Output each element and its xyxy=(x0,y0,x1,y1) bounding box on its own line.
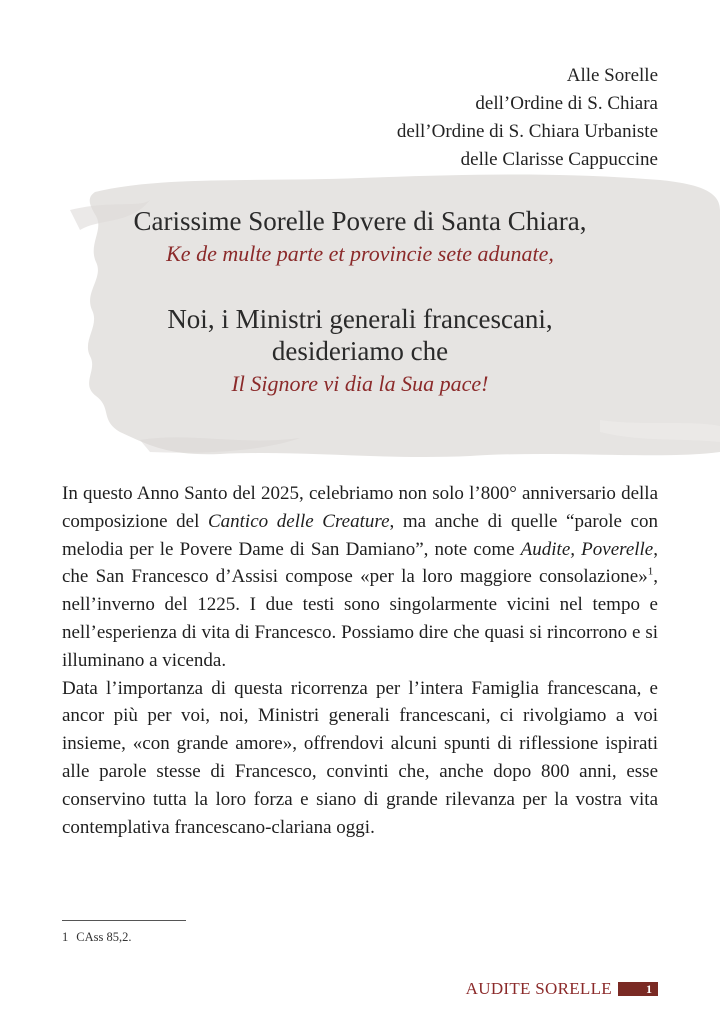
addressee-line: dell’Ordine di S. Chiara Urbaniste xyxy=(396,121,658,142)
paragraph xyxy=(62,480,658,675)
addressee-line: delle Clarisse Cappuccine xyxy=(460,149,658,170)
salutation-quote: Ke de multe parte et provincie sete adunate, xyxy=(166,241,554,266)
text-run: In questo Anno Santo del 2025, celebriamo non solo l’800° anniversario della composizione del xyxy=(62,483,658,532)
footnote-divider xyxy=(62,920,186,921)
body-text xyxy=(62,480,658,841)
salutation: Carissime Sorelle Povere di Santa Chiara, xyxy=(133,206,587,236)
footnote-ref[interactable]: 1 xyxy=(647,566,654,579)
addressee-line: dell’Ordine di S. Chiara xyxy=(475,93,658,114)
addressee-line: Alle Sorelle xyxy=(566,65,658,86)
footnote-number: 1 xyxy=(62,930,69,944)
running-head xyxy=(466,978,658,1000)
text-run: , nell’inverno del 1225. I due testi sono singolarmente vicini nel tempo e nell’esperienza di vita di Francesco. Possiamo dire che quasi si rincorrono e si illuminano a vicenda. xyxy=(62,566,658,671)
blessing-quote: Il Signore vi dia la Sua pace! xyxy=(231,371,489,396)
work-title: Cantico delle Creature xyxy=(207,510,390,532)
footnote-text: CAss 85,2. xyxy=(76,930,132,944)
greeting-line-2: desideriamo che xyxy=(271,336,449,366)
work-title: Audite, Poverelle xyxy=(520,538,654,560)
paragraph: Data l’importanza di questa ricorrenza per l’intera Famiglia francescana, e ancor più per voi, noi, Ministri generali francescani, ci rivolgiamo a voi insieme, «con grande amore», offrendovi alcuni spunti di riflessione ispirati alle parole stesse di Francesco, convinti che, anche dopo 800 anni, esse conservino tutta la loro forza e siano di grande rilevanza per la vostra vita contemplativa francescano-clariana oggi. xyxy=(62,677,658,838)
text-run: , ma anche di quelle “parole con melodia per le Povere Dame di San Damiano”, note come xyxy=(62,510,658,560)
footnote xyxy=(62,930,131,945)
addressee-block xyxy=(238,62,658,174)
text-run: , che San Francesco d’Assisi compose «per la loro maggiore consolazione» xyxy=(62,538,658,588)
running-title: AUDITE SORELLE xyxy=(465,979,612,998)
page-number: 1 xyxy=(618,982,658,996)
greeting-line-1: Noi, i Ministri generali francescani, xyxy=(167,304,553,334)
